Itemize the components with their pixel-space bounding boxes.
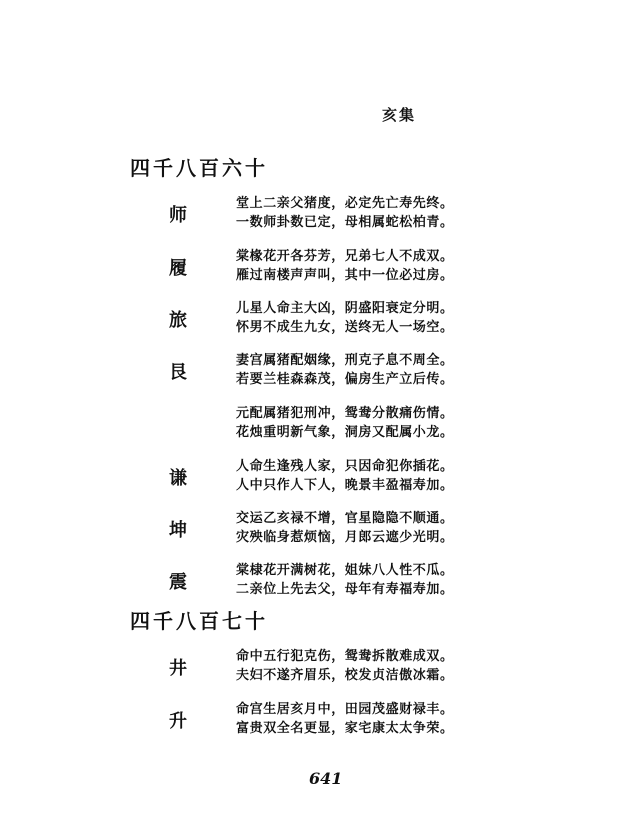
verse-line: 堂上二亲父猪度，必定先亡寿先终。 <box>236 196 454 211</box>
hexagram-name: 履 <box>169 258 187 279</box>
verse-line: 灾殃临身惹烦恼，月郎云遮少光明。 <box>236 530 454 545</box>
verse-line: 花烛重明新气象，洞房又配属小龙。 <box>236 425 454 440</box>
verse-line: 命宫生居亥月中，田园茂盛财禄丰。 <box>236 702 454 717</box>
hexagram-name: 艮 <box>169 362 187 383</box>
page-header: 亥集 <box>382 106 417 124</box>
verse-line: 怀男不成生九女，送终无人一场空。 <box>236 320 454 335</box>
hexagram-name: 旅 <box>169 310 187 331</box>
verse-line: 棠椽花开各芬芳，兄弟七人不成双。 <box>236 249 454 264</box>
verse-entry <box>160 349 480 389</box>
verse-entry <box>160 245 480 285</box>
verse-entry <box>160 645 480 685</box>
verse-line: 夫妇不遂齐眉乐，校发贞洁傲冰霜。 <box>236 668 454 683</box>
verse-line: 雁过南楼声声叫，其中一位必过房。 <box>236 268 454 283</box>
verse-line: 棠棣花开满树花，姐妹八人性不瓜。 <box>236 563 454 578</box>
verse-entry <box>160 455 480 495</box>
verse-line: 人命生逢残人家，只因命犯你插花。 <box>236 459 454 474</box>
page-number: 641 <box>309 769 343 788</box>
verse-line: 儿星人命主大凶，阴盛阳衰定分明。 <box>236 301 454 316</box>
verse-entry <box>160 559 480 599</box>
hexagram-name: 震 <box>169 572 187 593</box>
section-title: 四千八百六十 <box>130 156 268 180</box>
hexagram-name: 师 <box>169 205 187 226</box>
verse-line: 人中只作人下人，晚景丰盈福寿加。 <box>236 478 454 493</box>
verse-line: 妻宫属猪配姻缘，刑克子息不周全。 <box>236 353 454 368</box>
verse-line: 命中五行犯克伤，鸳鸯拆散难成双。 <box>236 649 454 664</box>
verse-line: 二亲位上先去父，母年有寿福寿加。 <box>236 582 454 597</box>
verse-line: 一数师卦数已定，母相属蛇松柏青。 <box>236 215 454 230</box>
hexagram-name: 坤 <box>169 520 187 541</box>
verse-entry <box>160 192 480 232</box>
verse-entry <box>160 698 480 738</box>
hexagram-name: 井 <box>169 658 187 679</box>
verse-line: 交运乙亥禄不增，官星隐隐不顺通。 <box>236 511 454 526</box>
verse-entry <box>160 297 480 337</box>
hexagram-name: 升 <box>169 711 187 732</box>
section-title: 四千八百七十 <box>130 609 268 633</box>
verse-line: 若要兰桂森森茂，偏房生产立后传。 <box>236 372 454 387</box>
verse-line: 元配属猪犯刑冲，鸳鸯分散痛伤情。 <box>236 406 454 421</box>
verse-line: 富贵双全名更显，家宅康太太争荣。 <box>236 721 454 736</box>
verse-entry <box>160 402 480 442</box>
verse-entry <box>160 507 480 547</box>
hexagram-name: 谦 <box>169 468 187 489</box>
